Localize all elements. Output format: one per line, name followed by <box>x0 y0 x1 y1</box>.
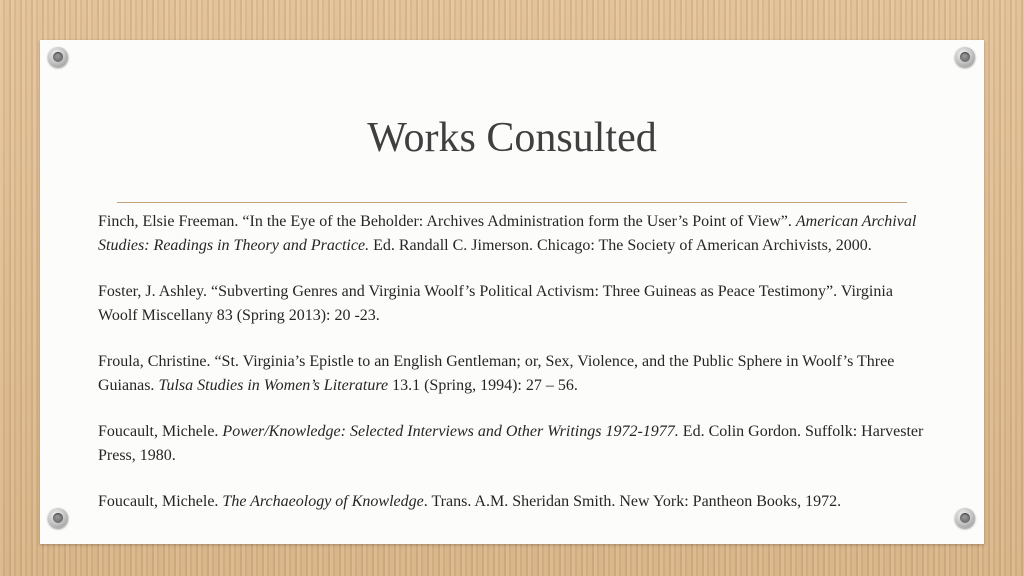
slide-title: Works Consulted <box>367 115 657 161</box>
reference-item <box>98 210 928 257</box>
screw-icon <box>955 508 975 528</box>
reference-text: Froula, Christine. “St. Virginia’s Epistle to an English Gentleman; or, Sex, Violence, and the Public Sphere in Woolf’s Three Guianas. <box>98 353 895 394</box>
reference-item <box>98 420 928 467</box>
reference-text: Foucault, Michele. <box>98 423 223 440</box>
reference-text: Finch, Elsie Freeman. “In the Eye of the Beholder: Archives Administration form the User’s Point of View”. <box>98 213 796 230</box>
reference-item <box>98 350 928 397</box>
reference-text: Ed. Randall C. Jimerson. Chicago: The Society of American Archivists, 2000. <box>369 236 872 254</box>
reference-source-title: Tulsa Studies in Women’s Literature <box>158 376 389 394</box>
reference-source-title: American Archival Studies: Readings in Theory and Practice. <box>98 213 917 254</box>
reference-source-title: The Archaeology of Knowledge <box>222 493 424 510</box>
reference-item <box>98 280 928 327</box>
references-list <box>98 210 928 537</box>
screw-icon <box>48 47 68 67</box>
reference-text: Foucault, Michele. <box>98 493 223 510</box>
screw-icon <box>955 47 975 67</box>
screw-icon <box>48 508 68 528</box>
title-divider <box>117 202 907 203</box>
reference-text: Foster, J. Ashley. “Subverting Genres and Virginia Woolf’s Political Activism: Three Guineas as Peace Testimony”. Virginia Woolf Miscellany 83 (Spring 2013): 20 -23. <box>98 283 893 324</box>
reference-text: 13.1 (Spring, 1994): 27 – 56. <box>388 376 578 394</box>
reference-text: Ed. Colin Gordon. Suffolk: Harvester Press, 1980. <box>98 423 924 464</box>
reference-text: . Trans. A.M. Sheridan Smith. New York: Pantheon Books, 1972. <box>423 493 842 510</box>
reference-source-title: Power/Knowledge: Selected Interviews and Other Writings 1972-1977. <box>222 423 679 440</box>
reference-item <box>98 490 928 514</box>
